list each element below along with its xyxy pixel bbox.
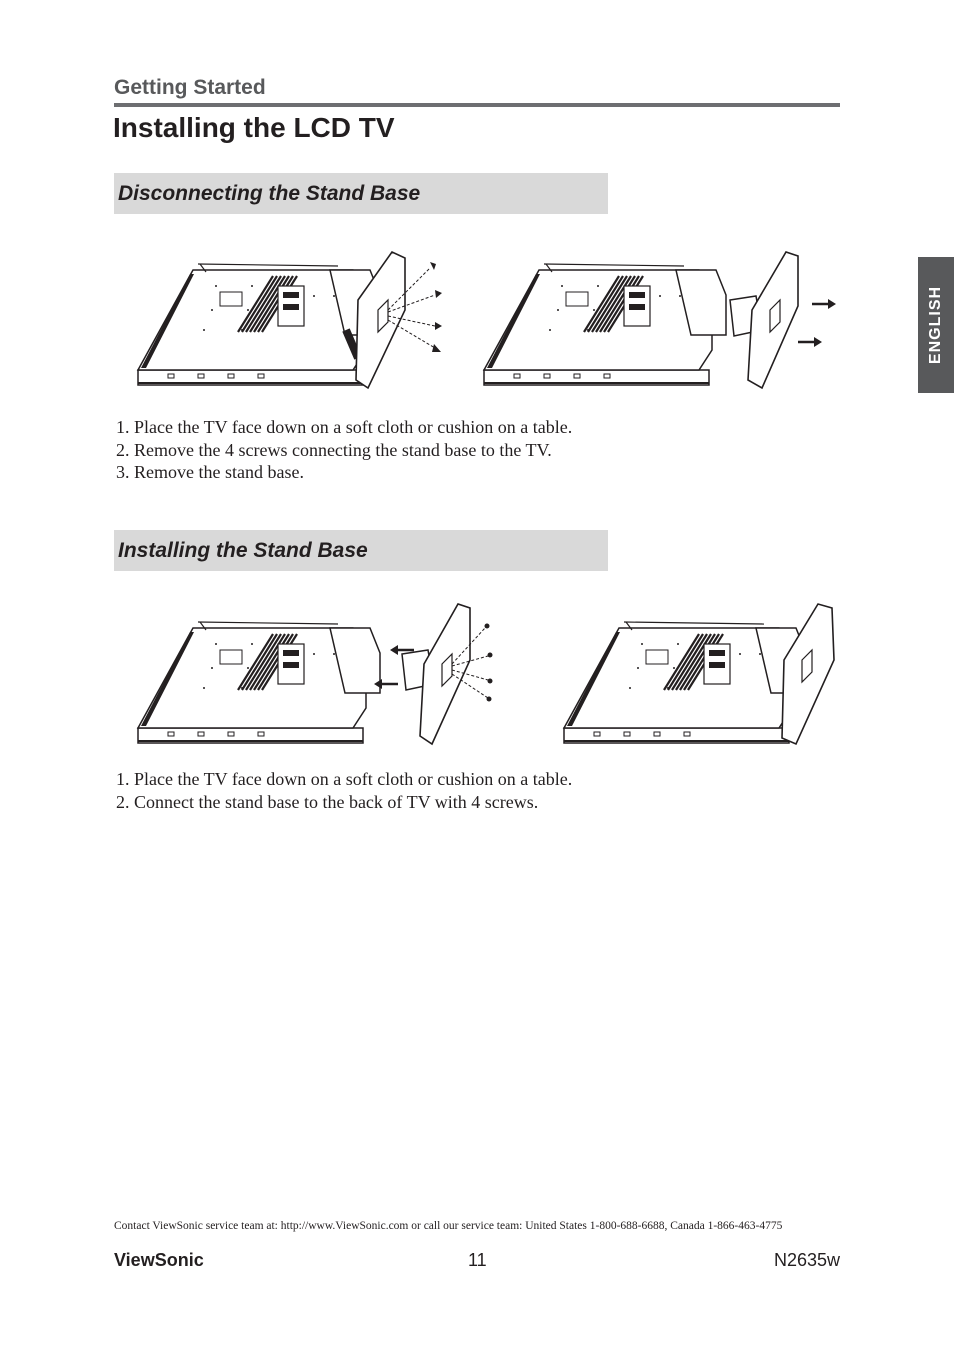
language-tab-label: ENGLISH [927, 285, 944, 365]
install-heading: Installing the Stand Base [114, 530, 608, 571]
list-item: 2. Remove the 4 screws connecting the stand base to the TV. [116, 439, 552, 460]
list-item: 1. Place the TV face down on a soft cloth or cushion on a table. [116, 417, 573, 437]
list-item: 3. Remove the stand base. [116, 462, 304, 482]
disconnect-figure-2 [476, 240, 846, 400]
model-number: N2635w [773, 1250, 840, 1270]
install-steps [116, 768, 572, 813]
disconnect-heading: Disconnecting the Stand Base [114, 173, 608, 214]
page-number: 11 [468, 1250, 487, 1270]
install-figure-2 [556, 598, 846, 758]
header-rule [114, 103, 840, 107]
language-tab [918, 257, 954, 393]
disconnect-figure-1 [130, 240, 460, 400]
section-label: Getting Started [114, 76, 266, 99]
install-figure-1 [130, 598, 510, 758]
contact-info: Contact ViewSonic service team at: http://www.ViewSonic.com or call our service team: United States 1-800-688-6688, Canada 1-866-463-4775 [114, 1220, 783, 1232]
disconnect-steps [116, 416, 572, 484]
brand-name: ViewSonic [114, 1250, 204, 1270]
page-title: Installing the LCD TV [113, 112, 395, 143]
list-item: 2. Connect the stand base to the back of TV with 4 screws. [116, 791, 539, 812]
list-item: 1. Place the TV face down on a soft cloth or cushion on a table. [116, 769, 573, 789]
